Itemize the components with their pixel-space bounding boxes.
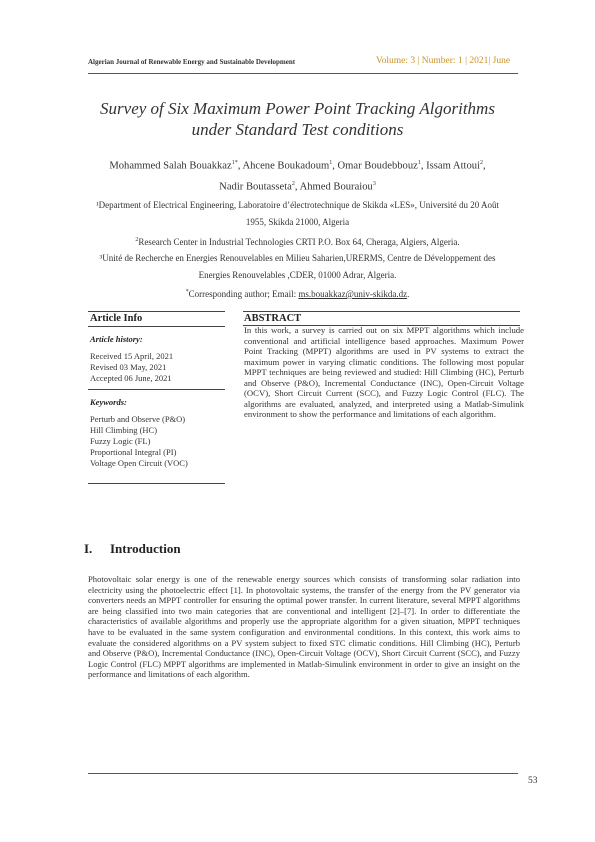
- affiliation-1-line-1: ¹Department of Electrical Engineering, Laboratoire d’électrotechnique de Skikda «LES», Université du 20 Août: [95, 200, 500, 210]
- footer-rule: [88, 773, 518, 774]
- page-number: 53: [528, 776, 538, 786]
- author-name: Ahcene Boukadoum: [242, 160, 330, 172]
- affiliation-3-line-2: Energies Renouvelables ,CDER, 01000 Adrar, Algeria.: [198, 270, 397, 280]
- history-revised: Revised 03 May, 2021: [90, 362, 167, 372]
- paper-title-line-1: Survey of Six Maximum Power Point Tracking Algorithms: [100, 99, 495, 118]
- keyword-item: Perturb and Observe (P&O): [90, 414, 186, 424]
- history-accepted: Accepted 06 June, 2021: [90, 373, 172, 383]
- introduction-paragraph: Photovoltaic solar energy is one of the renewable energy sources which consists of transforming solar radiation into electricity using the photoelectric effect [1]. In photovoltaic systems, the transfer of the energy from the PV generator via converters needs an MPPT controller for ensuring the optimal power transfer. In current literature, several MPPT algorithms are being classified into two main categories that are conventional and intelligent [2]–[7]. In order to differentiate the characteristics of available algorithms and properly use the appropriate algorithm for a given situation, MPPT techniques have to be evaluated in the same system configuration and environmental conditions. In this context, this work aims to evaluate the considered algorithms on a PV system subject to fixed STC climatic conditions. Hill Climbing (HC), Perturb and Observe (P&O), Incremental Conductance (INC), Open-Circuit Voltage (OCV), Short Circuit Current (SCC), and Fuzzy Logic Control (FLC) MPPT algorithms are implemented in Matlab-Simulink environment in order to give an insight on the performance and limitations of each algorithm.: [88, 574, 520, 680]
- author-sup: 1: [417, 160, 421, 166]
- keyword-item: Fuzzy Logic (FL): [90, 436, 151, 446]
- author-sup: 3: [372, 181, 376, 187]
- author-name: Issam Attoui: [426, 160, 481, 172]
- affiliation-3-line-1: ³Unité de Recherche en Energies Renouvelables en Milieu Saharien,URERMS, Centre de Développement des: [99, 253, 496, 263]
- author-name: Ahmed Bouraiou: [299, 181, 373, 193]
- corresponding-email-link[interactable]: ms.bouakkaz@univ-skikda.dz: [298, 289, 408, 299]
- author-sup: 1*: [231, 160, 238, 166]
- section-number: I.: [84, 541, 93, 556]
- abstract-heading: ABSTRACT: [244, 313, 302, 324]
- header-rule: [88, 73, 518, 74]
- article-info-heading: Article Info: [90, 313, 143, 324]
- affiliation-1-line-2: 1955, Skikda 21000, Algeria: [245, 217, 350, 227]
- keyword-item: Proportional Integral (PI): [90, 447, 177, 457]
- history-received: Received 15 April, 2021: [90, 351, 174, 361]
- keywords-label: Keywords:: [90, 397, 127, 407]
- author-sup: 1: [329, 160, 333, 166]
- authors-line-2: Nadir Boutasseta$^2$, Ahmed Bouraiou$^3$: [219, 181, 376, 193]
- article-info-heading-rule: [88, 326, 225, 327]
- article-history-label: Article history:: [90, 334, 143, 344]
- paper-title-line-2: under Standard Test conditions: [191, 120, 404, 139]
- author-name: Omar Boudebbouz: [337, 160, 418, 172]
- section-title: Introduction: [110, 541, 181, 556]
- corresponding-author: *Corresponding author; Email: ms.bouakkaz@univ-skikda.dz.: [185, 289, 410, 299]
- author-name: Nadir Boutasseta: [219, 181, 292, 193]
- abstract-top-rule: [243, 311, 520, 312]
- keyword-item: Hill Climbing (HC): [90, 425, 158, 435]
- affiliation-2: $^2$Research Center in Industrial Technologies CRTI P.O. Box 64, Cheraga, Algiers, Algeria.: [135, 237, 460, 247]
- article-info-mid-rule: [88, 389, 225, 390]
- article-info-bottom-rule: [88, 483, 225, 484]
- authors-line-1: Mohammed Salah Bouakkaz$^{1*}$, Ahcene Boukadoum$^1$, Omar Boudebbouz$^1$, Issam Attoui$^2$,: [109, 160, 486, 172]
- article-info-top-rule: [88, 311, 225, 312]
- author-sup: 2: [480, 160, 484, 166]
- volume-info: Volume: 3 | Number: 1 | 2021| June: [376, 56, 511, 66]
- section-heading: [84, 541, 181, 557]
- abstract-text: In this work, a survey is carried out on six MPPT algorithms which include conventional and artificial intelligence based approaches. Maximum Power Point Tracking (MPPT) algorithms are used in PV systems to extract the maximum power in varying climatic conditions. The following most popular MPPT techniques are being reviewed and studied: Hill Climbing (HC), Perturb and Observe (P&O), Incremental Conductance (INC), Open-Circuit Voltage (OCV), Short Circuit Current (SCC), and Fuzzy Logic Control (FLC). The algorithms are evaluated, analyzed, and interpreted using a Matlab-Simulink environment to show the performance and limitations of each algorithm.: [244, 325, 524, 419]
- keyword-item: Voltage Open Circuit (VOC): [90, 458, 188, 468]
- author-name: Mohammed Salah Bouakkaz: [109, 160, 232, 172]
- journal-name: Algerian Journal of Renewable Energy and Sustainable Development: [88, 58, 296, 66]
- author-sup: 2: [291, 181, 295, 187]
